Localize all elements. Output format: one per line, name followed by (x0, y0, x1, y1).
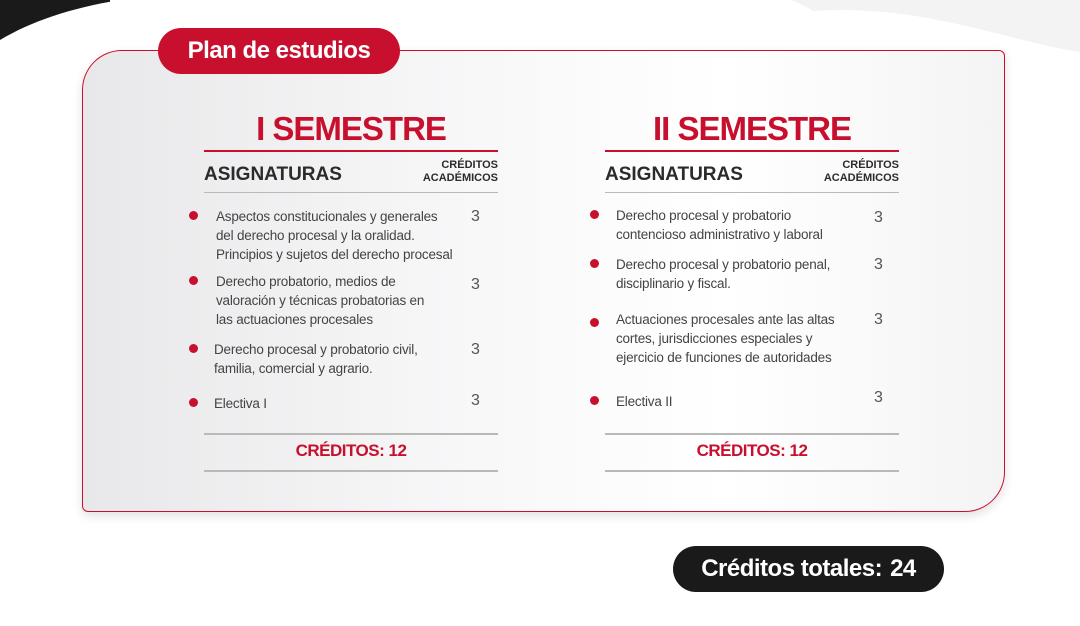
divider (605, 470, 899, 472)
subject-name: Electiva I (214, 396, 267, 411)
subject-name: Electiva II (616, 394, 673, 409)
bullet-icon (590, 396, 599, 405)
total-credits-label: Créditos totales: (701, 555, 883, 582)
bullet-icon (189, 211, 198, 220)
semester-title: II SEMESTRE (652, 110, 852, 147)
credits-heading: CRÉDITOS ACADÉMICOS (422, 158, 498, 184)
subject-credits: 3 (874, 209, 883, 226)
subject-name: Derecho procesal y probatorio contencioso administrativo y laboral (616, 208, 823, 242)
semester-total-label: CRÉDITOS: 12 (295, 441, 407, 460)
divider (204, 470, 498, 472)
subjects-heading: ASIGNATURAS (204, 163, 342, 185)
semester-column-2 (605, 108, 899, 460)
subject-credits: 3 (874, 389, 883, 406)
bullet-icon (590, 259, 599, 268)
subject-name: Derecho procesal y probatorio civil, familia, comercial y agrario. (214, 342, 418, 376)
subject-credits: 3 (471, 392, 480, 409)
credits-heading: CRÉDITOS ACADÉMICOS (823, 158, 899, 184)
semester-title: I SEMESTRE (256, 110, 446, 147)
semester-total-label: CRÉDITOS: 12 (696, 441, 808, 460)
divider (204, 192, 498, 194)
total-credits-value: 24 (890, 555, 916, 582)
bullet-icon (590, 210, 599, 219)
subject-name: Derecho probatorio, medios de valoración y técnicas probatorias en las actuaciones procesales (216, 274, 425, 327)
bullet-icon (189, 276, 198, 285)
subject-name: Actuaciones procesales ante las altas cortes, jurisdicciones especiales y ejercicio de funciones de autoridades (616, 312, 835, 365)
bullet-icon (189, 398, 198, 407)
subject-credits: 3 (471, 276, 480, 293)
subject-credits: 3 (874, 311, 883, 328)
divider (605, 192, 899, 194)
semester-column-1 (204, 108, 498, 460)
subject-name: Derecho procesal y probatorio penal, disciplinario y fiscal. (616, 257, 831, 291)
subjects-heading: ASIGNATURAS (605, 163, 743, 185)
subject-credits: 3 (471, 341, 480, 358)
plan-title-badge: Plan de estudios (158, 28, 400, 74)
bullet-icon (189, 344, 198, 353)
subject-name: Aspectos constitucionales y generales del derecho procesal y la oralidad. Principios y sujetos del derecho procesal (216, 209, 453, 262)
columns-header (204, 152, 498, 192)
subject-credits: 3 (874, 256, 883, 273)
bullet-icon (590, 318, 599, 327)
columns-header (605, 152, 899, 192)
subject-credits: 3 (471, 208, 480, 225)
total-credits-badge (673, 546, 944, 592)
